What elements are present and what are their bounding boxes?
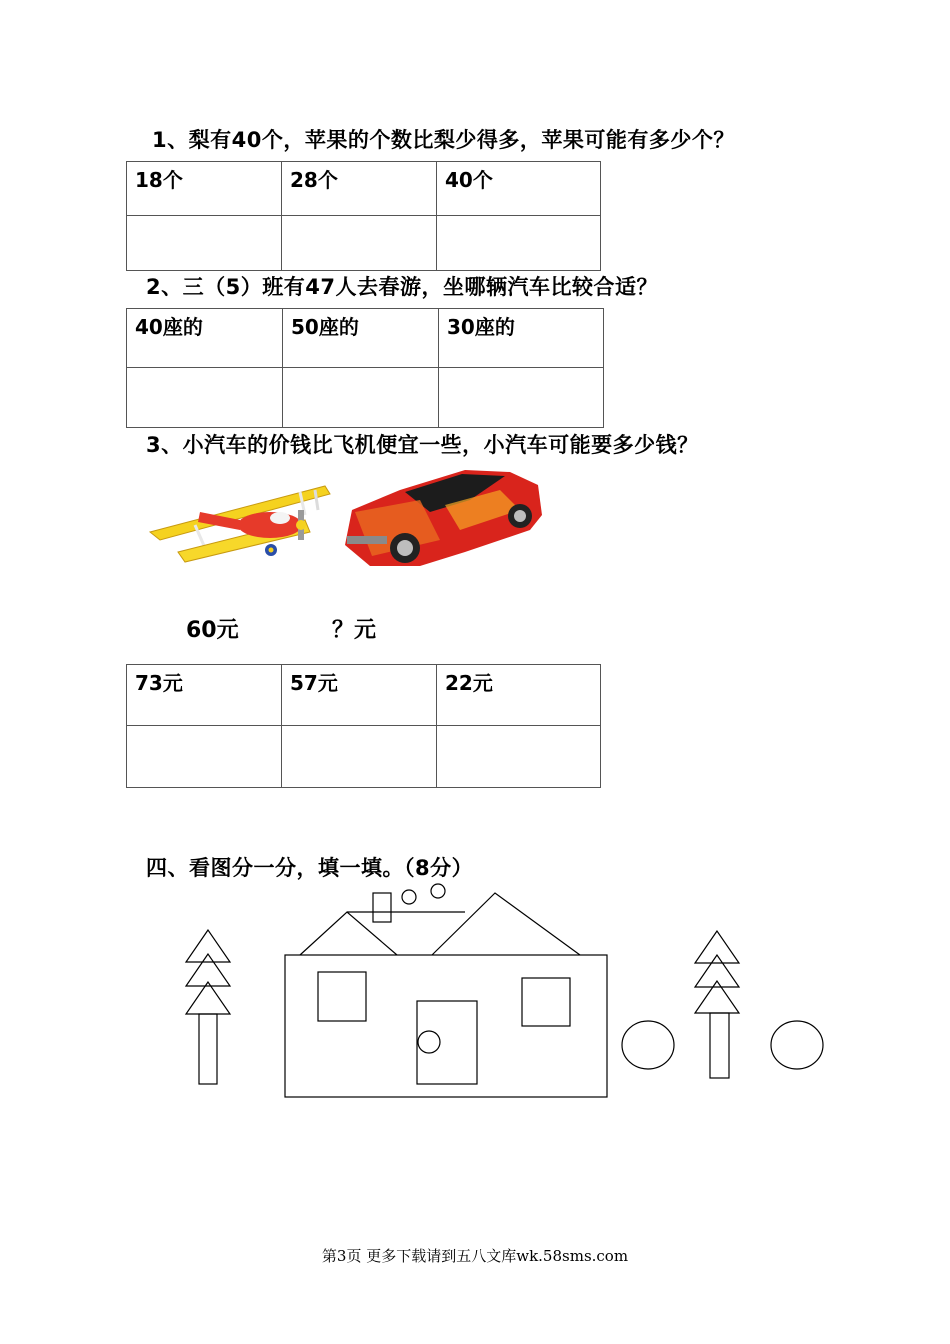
q2-answer-cell-b[interactable]	[283, 368, 439, 428]
car-image	[345, 470, 542, 566]
plane-price-label: 60元	[186, 618, 239, 643]
q1-option-a: 18个	[127, 162, 282, 216]
q2-option-a: 40座的	[127, 309, 283, 368]
airplane-image	[150, 486, 330, 562]
q2-answer-cell-a[interactable]	[127, 368, 283, 428]
house-scene-drawing	[186, 884, 823, 1097]
section-4-title: 四、看图分一分，填一填。（8分）	[146, 856, 474, 880]
question-2-text: 2、三（5）班有47人去春游，坐哪辆汽车比较合适？	[146, 275, 658, 299]
q1-answer-cell-b[interactable]	[282, 216, 437, 271]
car-price-label: ？元	[332, 618, 377, 643]
right-tree-shape	[695, 931, 739, 1078]
question-1-text: 1、梨有40个，苹果的个数比梨少得多，苹果可能有多少个？	[152, 128, 735, 152]
question-3-text: 3、小汽车的价钱比飞机便宜一些，小汽车可能要多少钱？	[146, 433, 699, 457]
q3-answer-cell-a[interactable]	[127, 726, 282, 788]
q3-option-b: 57元	[282, 665, 437, 726]
question-1-options-table	[126, 161, 601, 271]
q3-answer-cell-c[interactable]	[437, 726, 601, 788]
q3-option-c: 22元	[437, 665, 601, 726]
q3-option-a: 73元	[127, 665, 282, 726]
q1-answer-cell-a[interactable]	[127, 216, 282, 271]
q2-option-c: 30座的	[439, 309, 604, 368]
circle-shape-2	[771, 1021, 823, 1069]
q2-answer-cell-c[interactable]	[439, 368, 604, 428]
question-2-options-table	[126, 308, 604, 428]
left-tree-shape	[186, 930, 230, 1084]
q3-answer-cell-b[interactable]	[282, 726, 437, 788]
q2-option-b: 50座的	[283, 309, 439, 368]
circle-shape-1	[622, 1021, 674, 1069]
house-shape	[285, 884, 607, 1097]
page-footer: 第3页 更多下载请到五八文库wk.58sms.com	[321, 1247, 629, 1265]
question-3-options-table	[126, 664, 601, 788]
q1-option-c: 40个	[437, 162, 601, 216]
q1-option-b: 28个	[282, 162, 437, 216]
q1-answer-cell-c[interactable]	[437, 216, 601, 271]
